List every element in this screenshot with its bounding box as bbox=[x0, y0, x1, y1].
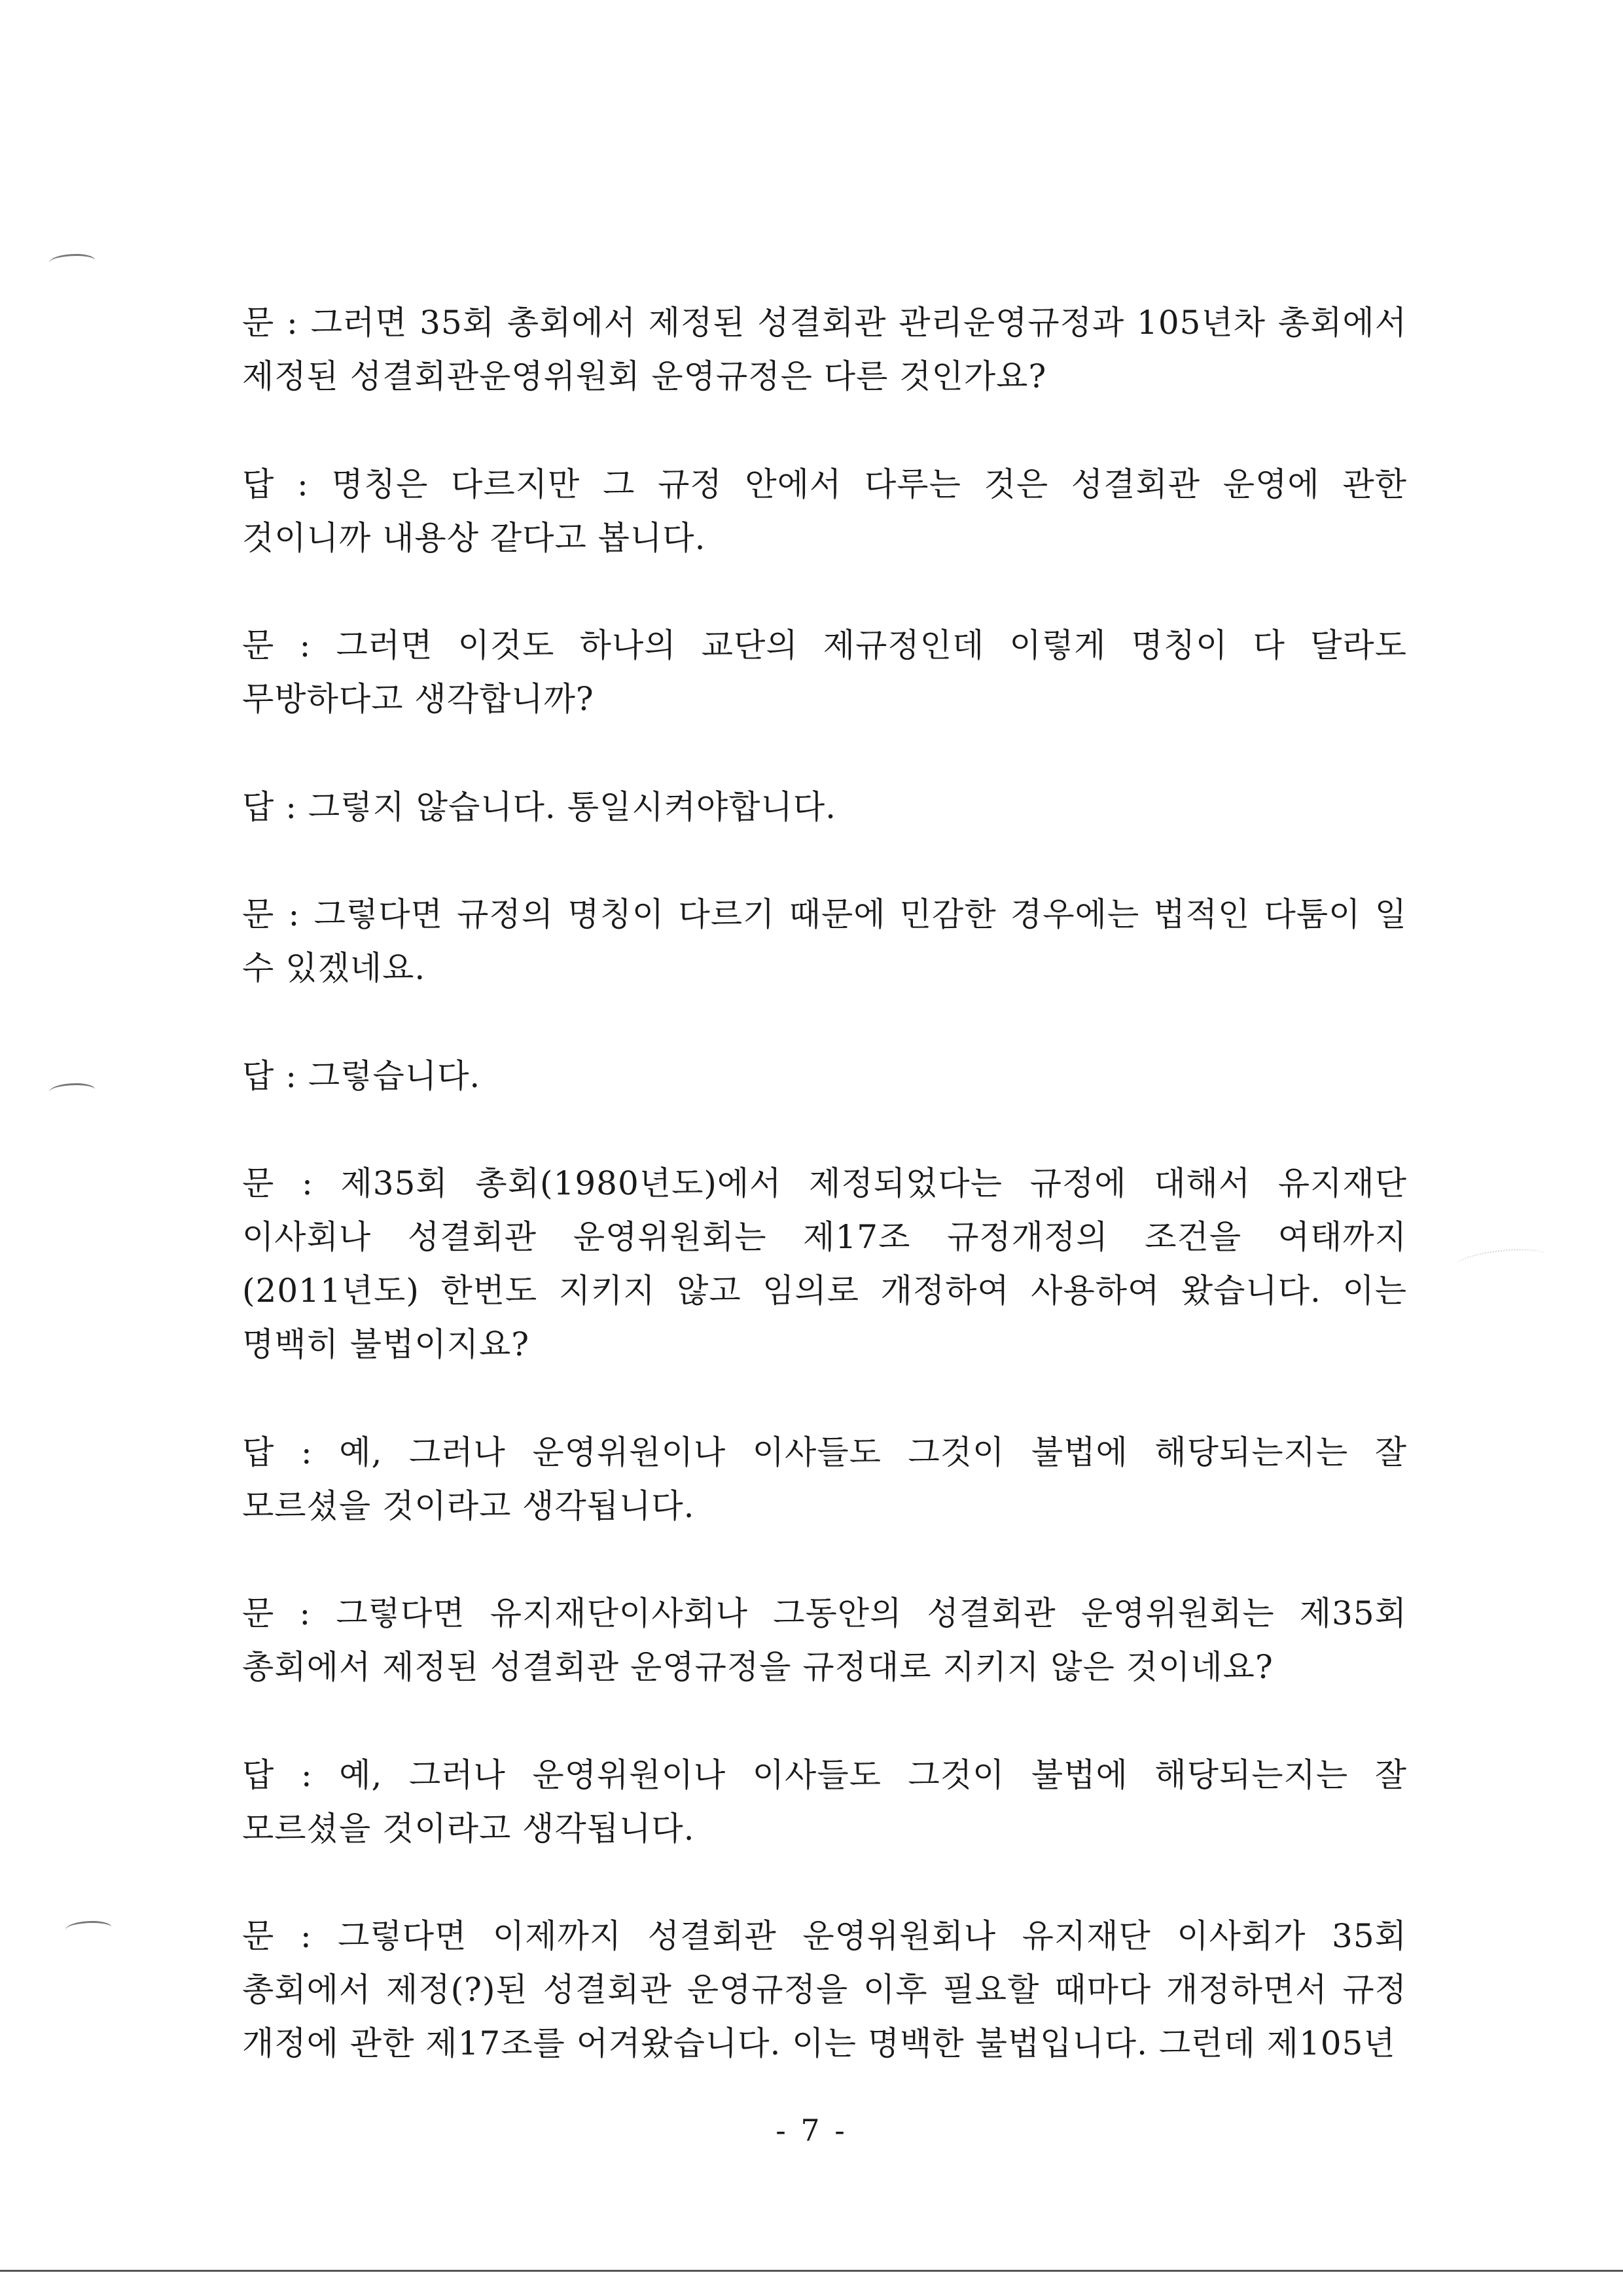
question-paragraph: 문 : 그러면 35회 총회에서 제정된 성결회관 관리운영규정과 105년차 총회에서 제정된 성결회관운영위원회 운영규정은 다른 것인가요? bbox=[242, 304, 1407, 395]
answer-paragraph: 답 : 예, 그러나 운영위원이나 이사들도 그것이 불법에 해당되는지는 잘 모르셨을 것이라고 생각됩니다. bbox=[242, 1433, 1407, 1525]
scan-margin-mark bbox=[49, 1083, 95, 1098]
answer-paragraph: 답 : 그렇습니다. bbox=[242, 1057, 481, 1095]
scan-margin-mark bbox=[65, 1921, 111, 1936]
footer-rule bbox=[0, 2270, 1623, 2272]
question-paragraph: 문 : 제35회 총회(1980년도)에서 제정되었다는 규정에 대해서 유지재단 이사회나 성결회관 운영위원회는 제17조 규정개정의 조건을 여태까지(2011년도) 한번도 지키지 않고 임의로 개정하여 사용하여 왔습니다. 이는 명백히 불법이지요? bbox=[242, 1164, 1407, 1363]
question-paragraph: 문 : 그렇다면 이제까지 성결회관 운영위원회나 유지재단 이사회가 35회 총회에서 제정(?)된 성결회관 운영규정을 이후 필요할 때마다 개정하면서 규정 개정에 관한 제17조를 어겨왔습니다. 이는 명백한 불법입니다. 그런데 제105년 bbox=[242, 1917, 1407, 2062]
question-paragraph: 문 : 그렇다면 규정의 명칭이 다르기 때문에 민감한 경우에는 법적인 다툼이 일 수 있겠네요. bbox=[242, 895, 1407, 987]
answer-paragraph: 답 : 그렇지 않습니다. 통일시켜야합니다. bbox=[242, 788, 837, 826]
scan-smudge bbox=[1455, 1246, 1549, 1276]
question-paragraph: 문 : 그러면 이것도 하나의 교단의 제규정인데 이렇게 명칭이 다 달라도 무방하다고 생각합니까? bbox=[242, 626, 1407, 718]
answer-paragraph: 답 : 예, 그러나 운영위원이나 이사들도 그것이 불법에 해당되는지는 잘 모르셨을 것이라고 생각됩니다. bbox=[242, 1756, 1407, 1848]
scan-margin-mark bbox=[49, 254, 95, 269]
answer-paragraph: 답 : 명칭은 다르지만 그 규정 안에서 다루는 것은 성결회관 운영에 관한 것이니까 내용상 같다고 봅니다. bbox=[242, 465, 1407, 557]
question-paragraph: 문 : 그렇다면 유지재단이사회나 그동안의 성결회관 운영위원회는 제35회 총회에서 제정된 성결회관 운영규정을 규정대로 지키지 않은 것이네요? bbox=[242, 1594, 1407, 1686]
page-number: - 7 - bbox=[776, 2113, 847, 2148]
